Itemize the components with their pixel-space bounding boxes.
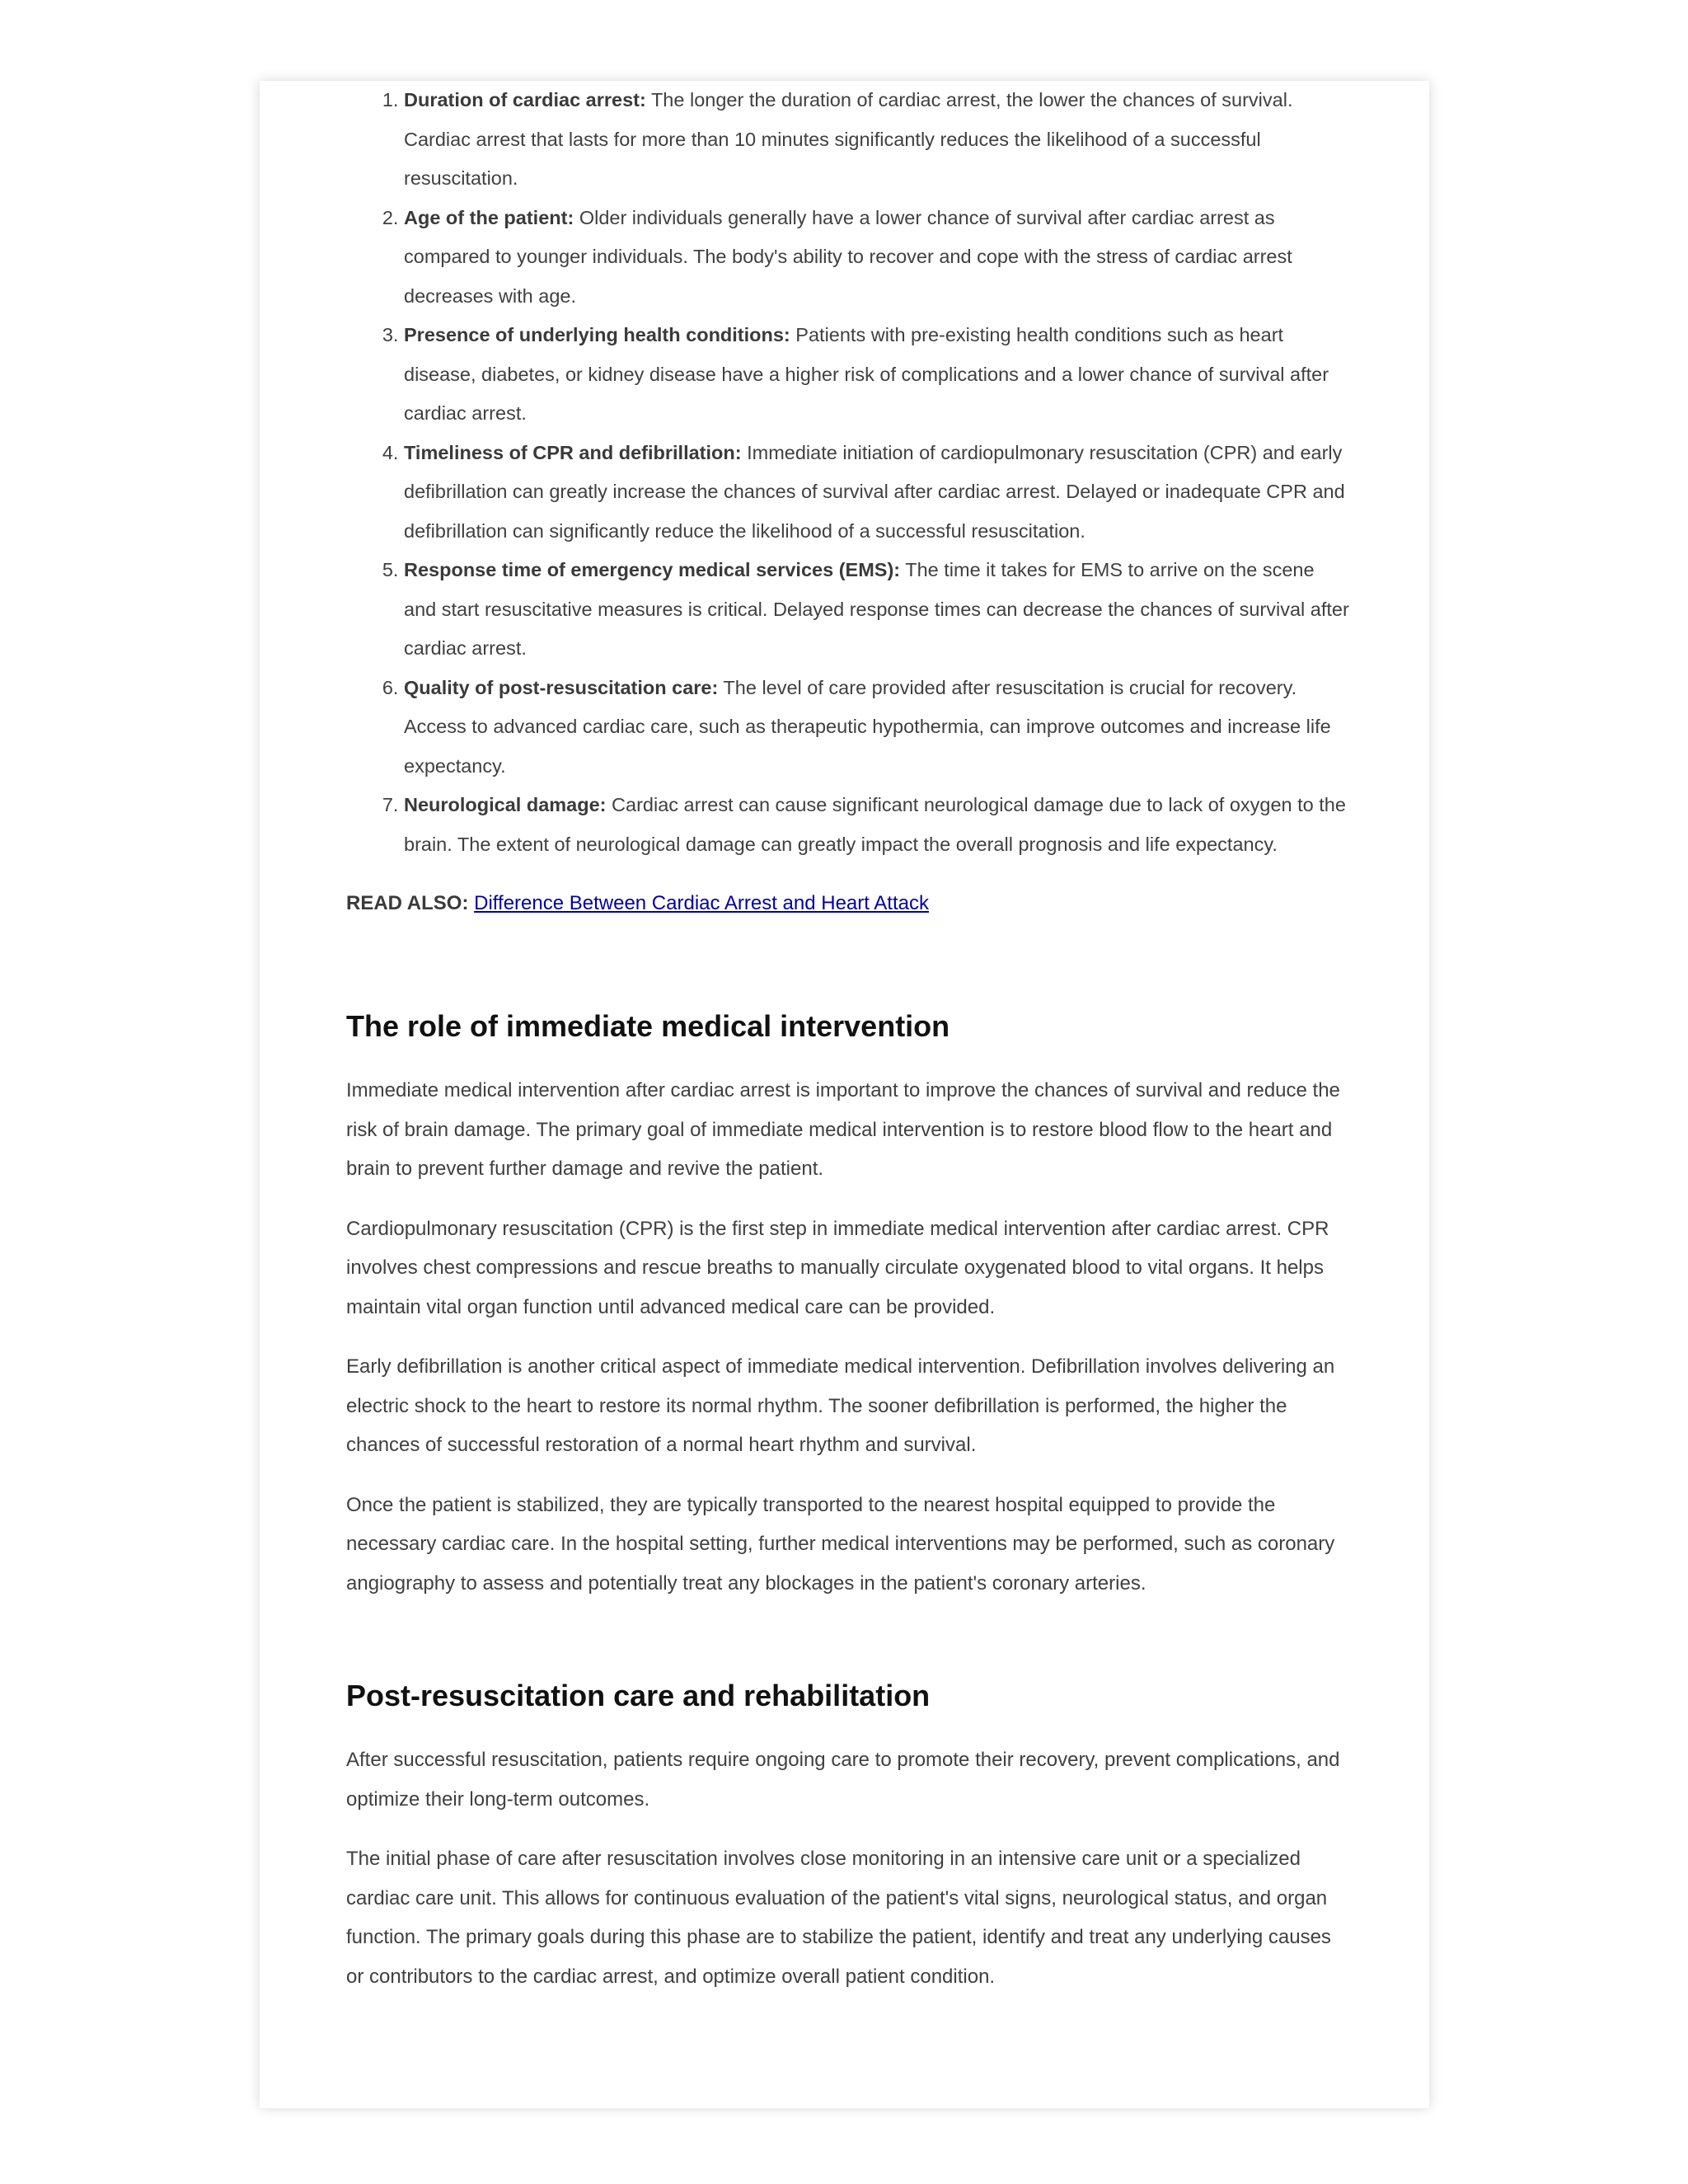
section-heading-immediate-intervention: The role of immediate medical intervention <box>346 1009 950 1043</box>
list-item <box>404 434 1352 552</box>
list-item-text: Cardiac arrest can cause significant neurological damage due to lack of oxygen to the brain. The extent of neurological damage can greatly impact the overall prognosis and life expectancy. <box>404 794 1346 855</box>
article-card <box>260 81 1429 2108</box>
list-item <box>404 551 1352 669</box>
list-item-title: Presence of underlying health conditions: <box>404 324 790 345</box>
read-also-link[interactable]: Difference Between Cardiac Arrest and Heart Attack <box>474 892 929 914</box>
read-also <box>346 884 1352 923</box>
article-content <box>346 81 1352 1996</box>
list-item-title: Age of the patient: <box>404 206 574 228</box>
list-item <box>404 316 1352 434</box>
list-item-text: The longer the duration of cardiac arrest, the lower the chances of survival. Cardiac arrest that lasts for more than 10 minutes significantly reduces the likelihood of a successful resuscitation. <box>404 89 1293 189</box>
list-item-title: Duration of cardiac arrest: <box>404 89 646 110</box>
list-item-title: Timeliness of CPR and defibrillation: <box>404 441 742 463</box>
list-item-text: Older individuals generally have a lower chance of survival after cardiac arrest as compared to younger individuals. The body's ability to recover and cope with the stress of cardiac arrest decreases with age. <box>404 206 1292 307</box>
section-heading-post-resuscitation: Post-resuscitation care and rehabilitation <box>346 1679 931 1712</box>
list-item <box>404 81 1352 199</box>
paragraph: Cardiopulmonary resuscitation (CPR) is the first step in immediate medical intervention after cardiac arrest. CPR involves chest compressions and rescue breaths to manually circulate oxygenated blood to vital organs. It helps maintain vital organ function until advanced medical care can be provided. <box>346 1217 1329 1318</box>
list-item-text: The level of care provided after resuscitation is crucial for recovery. Access to advanced cardiac care, such as therapeutic hypothermia, can improve outcomes and increase life expectancy. <box>404 676 1331 777</box>
list-item-text: Patients with pre-existing health conditions such as heart disease, diabetes, or kidney disease have a higher risk of complications and a lower chance of survival after cardiac arrest. <box>404 324 1329 424</box>
paragraph: The initial phase of care after resuscitation involves close monitoring in an intensive care unit or a specialized cardiac care unit. This allows for continuous evaluation of the patient's vital signs, neurological status, and organ function. The primary goals during this phase are to stabilize the patient, identify and treat any underlying causes or contributors to the cardiac arrest, and optimize overall patient condition. <box>346 1848 1331 1988</box>
list-item-title: Neurological damage: <box>404 794 607 815</box>
paragraph: Early defibrillation is another critical aspect of immediate medical intervention. Defibrillation involves delivering an electric shock to the heart to restore its normal rhythm. The sooner defibrillation is performed, the higher the chances of successful restoration of a normal heart rhythm and survival. <box>346 1355 1335 1456</box>
list-item-title: Response time of emergency medical services (EMS): <box>404 559 901 580</box>
list-item-title: Quality of post-resuscitation care: <box>404 676 719 698</box>
survival-factors-list <box>346 81 1352 864</box>
list-item-text: Immediate initiation of cardiopulmonary resuscitation (CPR) and early defibrillation can greatly increase the chances of survival after cardiac arrest. Delayed or inadequate CPR and defibrillation can significantly reduce the likelihood of a successful resuscitation. <box>404 441 1345 542</box>
list-item-text: The time it takes for EMS to arrive on the scene and start resuscitative measures is critical. Delayed response times can decrease the chances of survival after cardiac arrest. <box>404 559 1349 659</box>
list-item <box>404 669 1352 787</box>
read-also-label: READ ALSO: <box>346 892 469 914</box>
list-item <box>404 199 1352 317</box>
paragraph: After successful resuscitation, patients require ongoing care to promote their recovery, prevent complications, and optimize their long-term outcomes. <box>346 1749 1340 1811</box>
paragraph: Immediate medical intervention after cardiac arrest is important to improve the chances of survival and reduce the risk of brain damage. The primary goal of immediate medical intervention is to restore blood flow to the heart and brain to prevent further damage and revive the patient. <box>346 1079 1340 1180</box>
paragraph: Once the patient is stabilized, they are typically transported to the nearest hospital equipped to provide the necessary cardiac care. In the hospital setting, further medical interventions may be performed, such as coronary angiography to assess and potentially treat any blockages in the patient's coronary arteries. <box>346 1493 1335 1595</box>
list-item <box>404 786 1352 864</box>
